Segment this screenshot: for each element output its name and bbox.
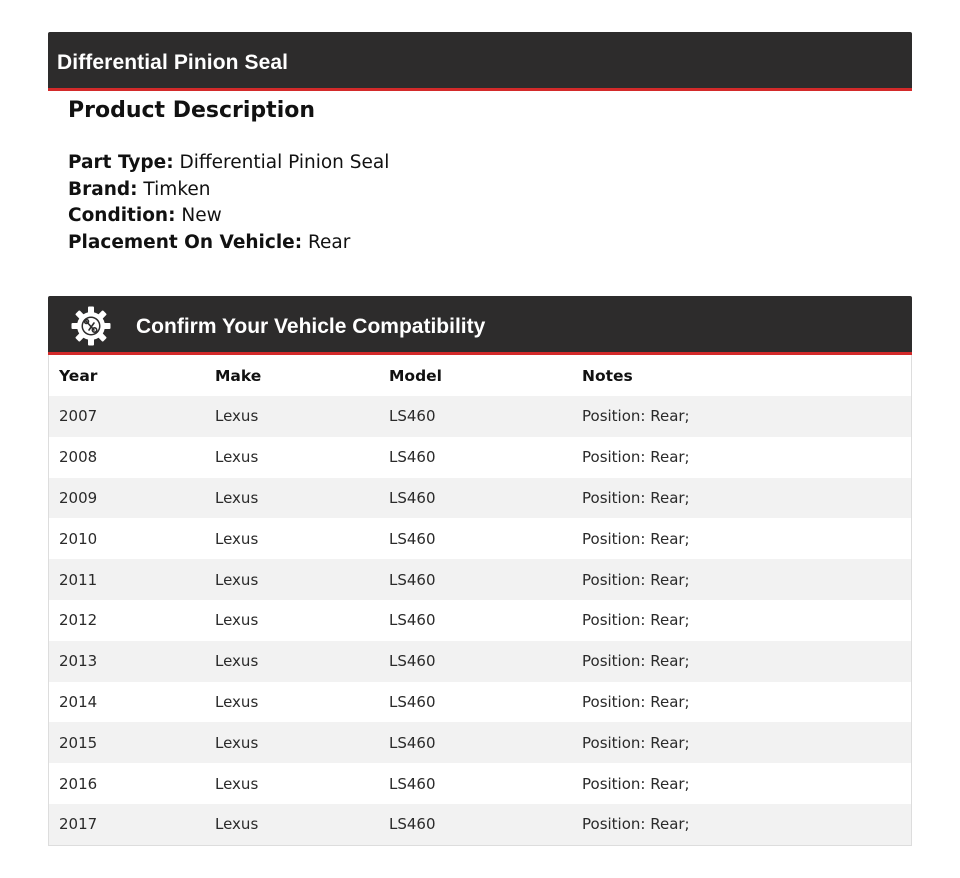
cell-year: 2009 (49, 478, 205, 519)
table-row (49, 437, 911, 478)
property-brand (68, 177, 888, 204)
product-title: Differential Pinion Seal (57, 51, 289, 74)
cell-year: 2011 (49, 559, 205, 600)
table-row (49, 682, 911, 723)
description-heading: Product Description (68, 98, 316, 123)
property-label: Brand: (68, 178, 138, 200)
cell-model: LS460 (379, 396, 572, 437)
cell-year: 2008 (49, 437, 205, 478)
table-row (49, 518, 911, 559)
cell-make: Lexus (205, 600, 379, 641)
cell-model: LS460 (379, 763, 572, 804)
cell-year: 2016 (49, 763, 205, 804)
property-label: Condition: (68, 205, 176, 226)
cell-year: 2010 (49, 518, 205, 559)
compatibility-header (48, 296, 912, 355)
cell-make: Lexus (205, 396, 379, 437)
cell-notes: Position: Rear; (572, 396, 911, 437)
cell-make: Lexus (205, 804, 379, 845)
cell-model: LS460 (379, 518, 572, 559)
compatibility-table (49, 355, 911, 845)
column-header-year: Year (49, 355, 205, 396)
cell-make: Lexus (205, 437, 379, 478)
cell-make: Lexus (205, 763, 379, 804)
cell-notes: Position: Rear; (572, 722, 911, 763)
cell-year: 2017 (49, 804, 205, 845)
column-header-model: Model (379, 355, 572, 396)
cell-notes: Position: Rear; (572, 682, 911, 723)
property-value: Differential Pinion Seal (179, 152, 390, 173)
cell-notes: Position: Rear; (572, 437, 911, 478)
table-row (49, 478, 911, 519)
cell-make: Lexus (205, 641, 379, 682)
table-row (49, 763, 911, 804)
table-row (49, 804, 911, 845)
property-condition (68, 203, 888, 230)
table-row (49, 641, 911, 682)
compatibility-title: Confirm Your Vehicle Compatibility (136, 315, 486, 338)
compatibility-table-container (48, 355, 912, 846)
cell-model: LS460 (379, 804, 572, 845)
property-value: New (181, 205, 222, 226)
property-value: Rear (308, 231, 351, 253)
cell-make: Lexus (205, 682, 379, 723)
cell-notes: Position: Rear; (572, 478, 911, 519)
table-row (49, 396, 911, 437)
cell-model: LS460 (379, 682, 572, 723)
cell-model: LS460 (379, 478, 572, 519)
cell-make: Lexus (205, 518, 379, 559)
cell-notes: Position: Rear; (572, 804, 911, 845)
cell-notes: Position: Rear; (572, 763, 911, 804)
cell-year: 2013 (49, 641, 205, 682)
cell-make: Lexus (205, 722, 379, 763)
gear-icon (70, 305, 112, 347)
table-row (49, 600, 911, 641)
cell-year: 2007 (49, 396, 205, 437)
property-value: Timken (143, 178, 211, 200)
property-list (68, 150, 888, 256)
cell-year: 2014 (49, 682, 205, 723)
cell-year: 2012 (49, 600, 205, 641)
cell-year: 2015 (49, 722, 205, 763)
product-title-bar (48, 32, 912, 91)
property-part-type (68, 150, 888, 177)
cell-notes: Position: Rear; (572, 559, 911, 600)
cell-model: LS460 (379, 722, 572, 763)
cell-notes: Position: Rear; (572, 641, 911, 682)
table-row (49, 559, 911, 600)
table-row (49, 722, 911, 763)
cell-make: Lexus (205, 559, 379, 600)
cell-notes: Position: Rear; (572, 518, 911, 559)
table-header-row (49, 355, 911, 396)
cell-notes: Position: Rear; (572, 600, 911, 641)
property-label: Part Type: (68, 152, 174, 173)
product-description (68, 96, 888, 256)
column-header-notes: Notes (572, 355, 911, 396)
cell-model: LS460 (379, 641, 572, 682)
property-placement (68, 230, 888, 257)
property-label: Placement On Vehicle: (68, 231, 303, 253)
column-header-make: Make (205, 355, 379, 396)
cell-model: LS460 (379, 600, 572, 641)
cell-model: LS460 (379, 559, 572, 600)
cell-model: LS460 (379, 437, 572, 478)
cell-make: Lexus (205, 478, 379, 519)
